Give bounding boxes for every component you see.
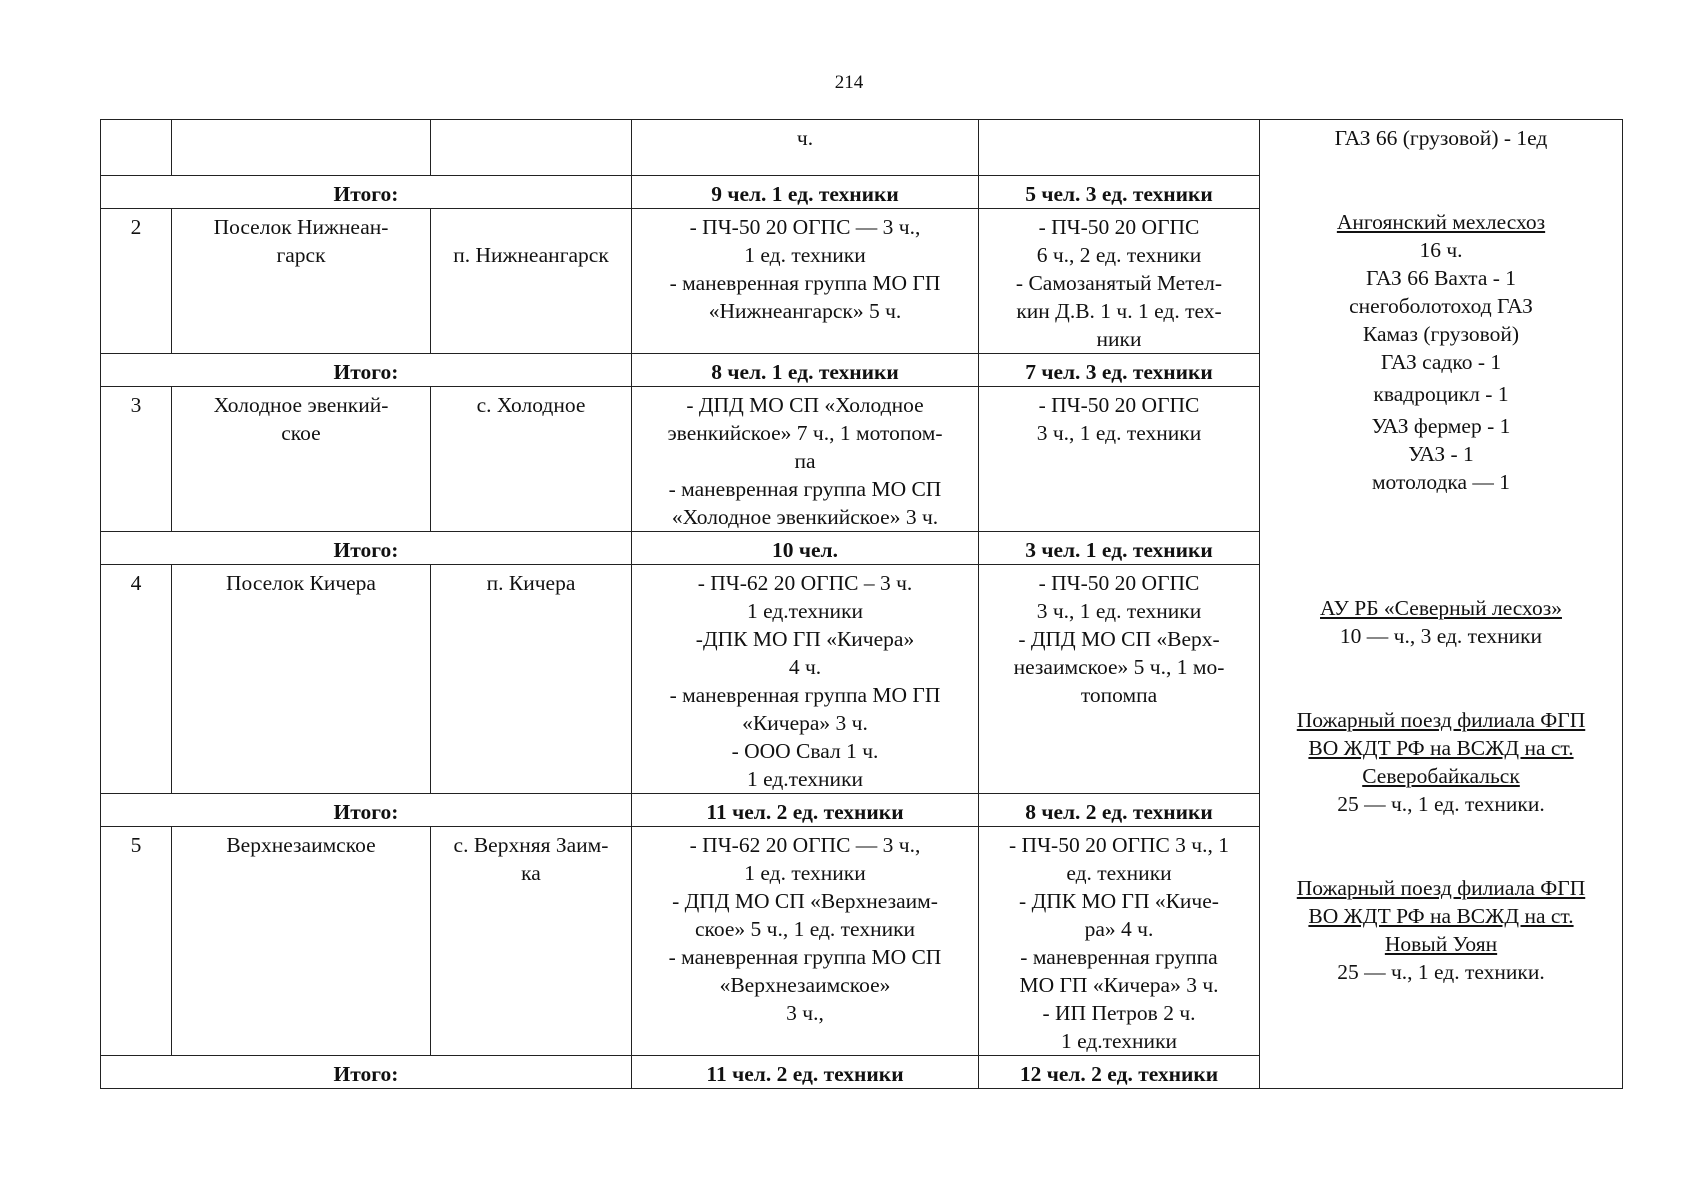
forces-line: 1 ед. техники (744, 243, 866, 267)
cell-forces-local (632, 565, 979, 794)
forces-line: - ДПД МО СП «Верхнезаим- (672, 889, 938, 913)
forces-line: незаимское» 5 ч., 1 мо- (1013, 655, 1225, 679)
name-line: гарск (276, 243, 326, 267)
org-line: 16 ч. (1419, 238, 1463, 262)
name-line: ское (281, 421, 321, 445)
forces-line: «Верхнезаимское» (719, 973, 891, 997)
cell-forces-district (979, 209, 1260, 354)
total-local: 11 чел. 2 ед. техники (632, 794, 979, 827)
cell-forces-local (632, 827, 979, 1056)
org-line: УАЗ фермер - 1 (1371, 414, 1511, 438)
forces-line: - маневренная группа МО ГП (669, 683, 941, 707)
forces-line: 3 ч., 1 ед. техники (1036, 421, 1202, 445)
forces-line: - ПЧ-50 20 ОГПС (1038, 393, 1200, 417)
cell-forces-district (979, 120, 1260, 176)
org-line: 25 — ч., 1 ед. техники. (1337, 960, 1545, 984)
forces-line: - ПЧ-50 20 ОГПС 3 ч., 1 (1009, 833, 1229, 857)
forces-line: «Холодное эвенкийское» 3 ч. (671, 505, 939, 529)
total-local: 10 чел. (632, 532, 979, 565)
forces-line: - маневренная группа (1020, 945, 1218, 969)
total-district: 8 чел. 2 ед. техники (979, 794, 1260, 827)
cell-num: 5 (101, 827, 172, 1056)
total-label: Итого: (101, 354, 632, 387)
forces-line: - маневренная группа МО СП (668, 945, 942, 969)
org-title: Пожарный поезд филиала ФГП (1296, 876, 1586, 900)
forces-line: 1 ед. техники (744, 861, 866, 885)
total-label: Итого: (101, 176, 632, 209)
cell-name (172, 209, 431, 354)
forces-line: -ДПК МО ГП «Кичера» (695, 627, 915, 651)
locality-line: п. Нижнеангарск (453, 243, 609, 267)
forces-line: - ИП Петров 2 ч. (1042, 1001, 1196, 1025)
org-title: Северобайкальск (1362, 764, 1520, 788)
forces-line: 1 ед.техники (1060, 1029, 1178, 1053)
forces-line: МО ГП «Кичера» 3 ч. (1019, 973, 1219, 997)
name-line: Верхнезаимское (226, 833, 376, 857)
forces-line: 3 ч., (786, 1001, 824, 1025)
forces-line: 6 ч., 2 ед. техники (1036, 243, 1202, 267)
forces-line: - ПЧ-50 20 ОГПС (1038, 571, 1200, 595)
cell-forces-district (979, 565, 1260, 794)
forces-line: - маневренная группа МО ГП (669, 271, 941, 295)
forces-line: - ДПД МО СП «Холодное (686, 393, 924, 417)
name-line: Поселок Нижнеан- (213, 215, 389, 239)
total-label: Итого: (101, 794, 632, 827)
forces-line: «Нижнеангарск» 5 ч. (708, 299, 902, 323)
forces-line: - маневренная группа МО СП (668, 477, 942, 501)
org-line: Камаз (грузовой) (1362, 322, 1520, 346)
cell-locality (431, 120, 632, 176)
cell-forces-district (979, 827, 1260, 1056)
forces-line: 1 ед.техники (746, 599, 864, 623)
forces-line: 4 ч. (788, 655, 822, 679)
cell-name (172, 565, 431, 794)
cell-num: 3 (101, 387, 172, 532)
forces-line: - ДПК МО ГП «Киче- (1019, 889, 1219, 913)
locality-line: с. Верхняя Заим- (453, 833, 609, 857)
org-title: ВО ЖДТ РФ на ВСЖД на ст. (1308, 904, 1574, 928)
org-line: ГАЗ садко - 1 (1380, 350, 1502, 374)
total-district: 3 чел. 1 ед. техники (979, 532, 1260, 565)
total-district: 12 чел. 2 ед. техники (979, 1056, 1260, 1089)
forces-line: кин Д.В. 1 ч. 1 ед. тех- (1016, 299, 1222, 323)
org-line: мотолодка — 1 (1371, 470, 1511, 494)
forces-line: - ООО Свал 1 ч. (731, 739, 879, 763)
total-local: 11 чел. 2 ед. техники (632, 1056, 979, 1089)
locality-line: п. Кичера (486, 571, 576, 595)
org-title: Ангоянский мехлесхоз (1336, 210, 1546, 234)
forces-line: ра» 4 ч. (1084, 917, 1154, 941)
cell-forces-local (632, 209, 979, 354)
cell-forces-local (632, 387, 979, 532)
total-district: 5 чел. 3 ед. техники (979, 176, 1260, 209)
total-label: Итого: (101, 532, 632, 565)
forces-line: ед. техники (1066, 861, 1172, 885)
org-line: снегоболотоход ГАЗ (1349, 294, 1533, 318)
cell-locality (431, 827, 632, 1056)
forces-line: 3 ч., 1 ед. техники (1036, 599, 1202, 623)
forces-line: - ПЧ-62 20 ОГПС — 3 ч., (689, 833, 921, 857)
org-title: Пожарный поезд филиала ФГП (1296, 708, 1586, 732)
forces-line: па (794, 449, 816, 473)
org-line: квадроцикл - 1 (1373, 382, 1509, 406)
forces-line: - ДПД МО СП «Верх- (1018, 627, 1220, 651)
total-local: 9 чел. 1 ед. техники (632, 176, 979, 209)
cell-name (172, 387, 431, 532)
cell-num: 4 (101, 565, 172, 794)
locality-line: ка (521, 861, 541, 885)
forces-line: ч. (796, 126, 814, 150)
name-line: Поселок Кичера (226, 571, 376, 595)
cell-locality (431, 387, 632, 532)
org-line: 25 — ч., 1 ед. техники. (1337, 792, 1545, 816)
forces-line: ники (1096, 327, 1142, 351)
right-resources-cell (1260, 120, 1623, 1089)
cell-locality (431, 209, 632, 354)
forces-line: ское» 5 ч., 1 ед. техники (694, 917, 916, 941)
forces-table (100, 119, 1623, 1089)
forces-line: топомпа (1080, 683, 1158, 707)
cell-forces-local (632, 120, 979, 176)
cell-name (172, 827, 431, 1056)
org-line: 10 — ч., 3 ед. техники (1339, 624, 1543, 648)
page-number: 214 (834, 72, 864, 93)
forces-line: - ПЧ-50 20 ОГПС — 3 ч., (689, 215, 921, 239)
cell-locality (431, 565, 632, 794)
locality-line: с. Холодное (476, 393, 586, 417)
forces-line: эвенкийское» 7 ч., 1 мотопом- (667, 421, 943, 445)
total-label: Итого: (101, 1056, 632, 1089)
name-line: Холодное эвенкий- (213, 393, 389, 417)
right-first-line: ГАЗ 66 (грузовой) - 1ед (1334, 126, 1548, 150)
org-line: ГАЗ 66 Вахта - 1 (1365, 266, 1517, 290)
org-line: УАЗ - 1 (1408, 442, 1474, 466)
cell-forces-district (979, 387, 1260, 532)
cell-num: 2 (101, 209, 172, 354)
cell-num (101, 120, 172, 176)
forces-line: - Самозанятый Метел- (1015, 271, 1223, 295)
total-local: 8 чел. 1 ед. техники (632, 354, 979, 387)
total-district: 7 чел. 3 ед. техники (979, 354, 1260, 387)
org-title: АУ РБ «Северный лесхоз» (1320, 596, 1562, 620)
table-row (101, 120, 1623, 176)
cell-name (172, 120, 431, 176)
forces-line: - ПЧ-50 20 ОГПС (1038, 215, 1200, 239)
forces-line: 1 ед.техники (746, 767, 864, 791)
forces-line: - ПЧ-62 20 ОГПС – 3 ч. (697, 571, 913, 595)
forces-line: «Кичера» 3 ч. (742, 711, 868, 735)
org-title: ВО ЖДТ РФ на ВСЖД на ст. (1308, 736, 1574, 760)
org-title: Новый Уоян (1384, 932, 1498, 956)
